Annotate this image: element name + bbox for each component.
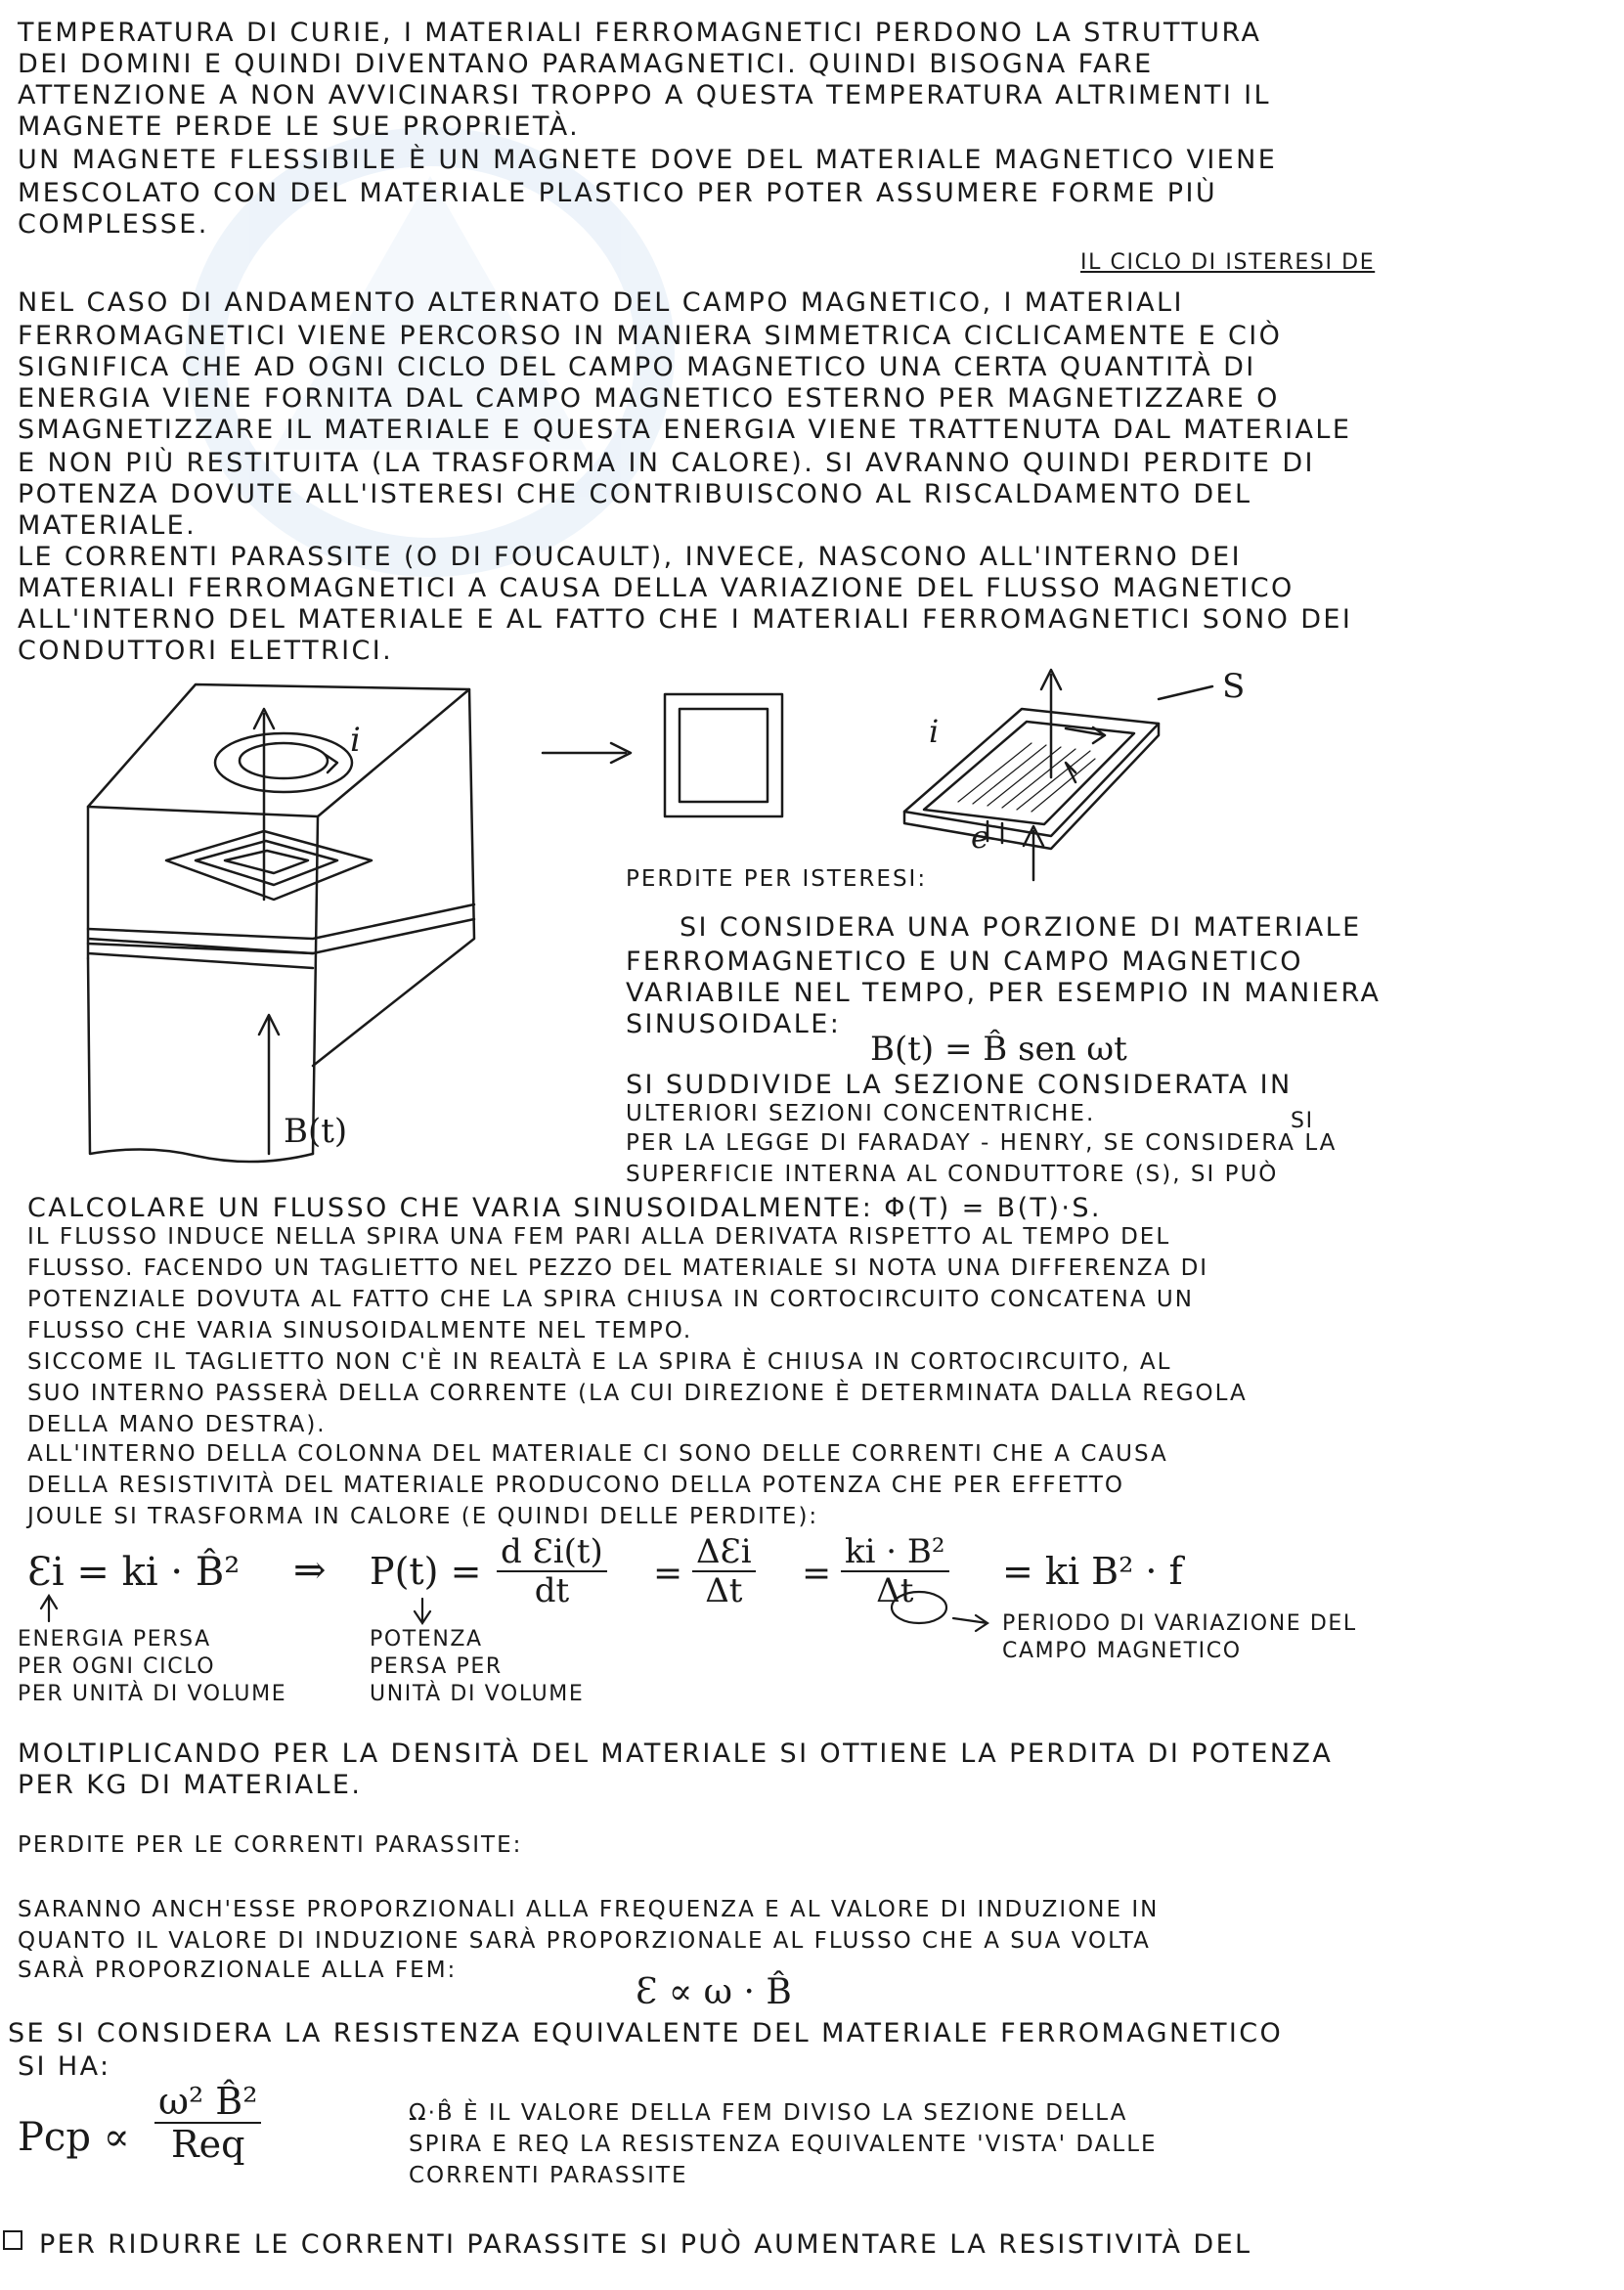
section-heading: PERDITE PER LE CORRENTI PARASSITE:: [18, 1832, 523, 1858]
fraction-den: Δt: [705, 1571, 743, 1610]
pcp-note: Ω·B̂ È IL VALORE DELLA FEM DIVISO LA SEZIONE DELLA: [409, 2100, 1128, 2126]
text-line: LE CORRENTI PARASSITE (O DI FOUCAULT), INVECE, NASCONO ALL'INTERNO DEI: [18, 542, 1242, 572]
equation-rhs: = ki B² · f: [1002, 1550, 1183, 1593]
fraction-num: d Ɛi(t): [497, 1535, 607, 1572]
text-line: E NON PIÙ RESTITUITA (LA TRASFORMA IN CALORE). SI AVRANNO QUINDI PERDITE DI: [18, 448, 1315, 478]
note-power: POTENZA: [370, 1627, 483, 1651]
fraction-num: ω² B̂²: [154, 2083, 261, 2124]
text-line: PER RIDURRE LE CORRENTI PARASSITE SI PUÒ AUMENTARE LA RESISTIVITÀ DEL: [39, 2229, 1252, 2260]
note-energy: ENERGIA PERSA: [18, 1627, 211, 1651]
equation-lhs: Ɛi = ki · B̂²: [27, 1550, 241, 1595]
text-line: SUO INTERNO PASSERÀ DELLA CORRENTE (LA CUI DIREZIONE È DETERMINATA DALLA REGOLA: [27, 1381, 1248, 1406]
text-line: SICCOME IL TAGLIETTO NON C'È IN REALTÀ E LA SPIRA È CHIUSA IN CORTOCIRCUITO, AL: [27, 1349, 1172, 1375]
formula-fem: Ɛ ∝ ω · B̂: [636, 1972, 792, 2012]
text-line: MESCOLATO CON DEL MATERIALE PLASTICO PER POTER ASSUMERE FORME PIÙ: [18, 178, 1217, 208]
text-line: ALL'INTERNO DELLA COLONNA DEL MATERIALE CI SONO DELLE CORRENTI CHE A CAUSA: [27, 1441, 1168, 1467]
text-line: FERROMAGNETICI VIENE PERCORSO IN MANIERA SIMMETRICA CICLICAMENTE E CIÒ: [18, 321, 1283, 351]
text-line: POTENZIALE DOVUTA AL FATTO CHE LA SPIRA CHIUSA IN CORTOCIRCUITO CONCATENA UN: [27, 1287, 1194, 1312]
current-label: i: [350, 721, 361, 760]
text-line: FLUSSO. FACENDO UN TAGLIETTO NEL PEZZO DEL MATERIALE SI NOTA UNA DIFFERENZA DI: [27, 1255, 1209, 1281]
fraction-num: ki · B²: [841, 1535, 949, 1572]
text-line: ATTENZIONE A NON AVVICINARSI TROPPO A QUESTA TEMPERATURA ALTRIMENTI IL: [18, 80, 1271, 110]
text-line: DEI DOMINI E QUINDI DIVENTANO PARAMAGNETICI. QUINDI BISOGNA FARE: [18, 49, 1154, 79]
margin-annotation: SI: [1291, 1109, 1314, 1133]
text-line: QUANTO IL VALORE DI INDUZIONE SARÀ PROPORZIONALE AL FLUSSO CHE A SUA VOLTA: [18, 1928, 1151, 1954]
text-line: SIGNIFICA CHE AD OGNI CICLO DEL CAMPO MAGNETICO UNA CERTA QUANTITÀ DI: [18, 352, 1256, 382]
note-energy: PER UNITÀ DI VOLUME: [18, 1682, 287, 1706]
note-power: UNITÀ DI VOLUME: [370, 1682, 585, 1706]
field-label: B(t): [284, 1112, 348, 1151]
pcp-note: SPIRA E REQ LA RESISTENZA EQUIVALENTE 'VISTA' DALLE: [409, 2132, 1158, 2157]
fraction-den: Req: [171, 2123, 245, 2166]
equation-arrow: ⇒: [293, 1548, 327, 1593]
text-line: FERROMAGNETICO E UN CAMPO MAGNETICO: [626, 947, 1303, 977]
equals-sign: =: [802, 1554, 832, 1594]
text-line: PER LA LEGGE DI FARADAY - HENRY, SE CONSIDERA LA: [626, 1130, 1338, 1156]
text-line: MATERIALI FERROMAGNETICI A CAUSA DELLA VARIAZIONE DEL FLUSSO MAGNETICO: [18, 573, 1295, 603]
note-energy: PER OGNI CICLO: [18, 1654, 216, 1679]
gap-label: e: [971, 818, 989, 856]
text-line: SARANNO ANCH'ESSE PROPORZIONALI ALLA FREQUENZA E AL VALORE DI INDUZIONE IN: [18, 1897, 1160, 1922]
text-line: TEMPERATURA DI CURIE, I MATERIALI FERROMAGNETICI PERDONO LA STRUTTURA: [18, 18, 1262, 48]
text-line: MAGNETE PERDE LE SUE PROPRIETÀ.: [18, 111, 581, 142]
text-line: IL FLUSSO INDUCE NELLA SPIRA UNA FEM PARI ALLA DERIVATA RISPETTO AL TEMPO DEL: [27, 1224, 1171, 1250]
text-line: ENERGIA VIENE FORNITA DAL CAMPO MAGNETICO ESTERNO PER MAGNETIZZARE O: [18, 383, 1280, 414]
text-line: NEL CASO DI ANDAMENTO ALTERNATO DEL CAMPO MAGNETICO, I MATERIALI: [18, 287, 1184, 318]
formula-b-t: B(t) = B̂ sen ωt: [870, 1030, 1127, 1069]
note-period: CAMPO MAGNETICO: [1002, 1639, 1242, 1663]
text-line: SMAGNETIZZARE IL MATERIALE E QUESTA ENERGIA VIENE TRATTENUTA DAL MATERIALE: [18, 415, 1352, 445]
text-line: SI SUDDIVIDE LA SEZIONE CONSIDERATA IN: [626, 1070, 1293, 1100]
loop-current-label: i: [929, 713, 940, 750]
text-line: SI CONSIDERA UNA PORZIONE DI MATERIALE: [680, 912, 1362, 943]
note-power: PERSA PER: [370, 1654, 503, 1679]
text-line: PER KG DI MATERIALE.: [18, 1770, 363, 1800]
pcp-fraction: [147, 2080, 269, 2166]
fraction-den: Δt: [876, 1571, 914, 1610]
text-line: SI HA:: [18, 2051, 111, 2082]
text-line: CONDUTTORI ELETTRICI.: [18, 636, 394, 666]
equals-sign: =: [653, 1554, 683, 1594]
checkbox-icon: [0, 2220, 39, 2259]
text-line: CALCOLARE UN FLUSSO CHE VARIA SINUSOIDALMENTE: Φ(T) = B(T)·S.: [27, 1193, 1102, 1223]
text-line: POTENZA DOVUTE ALL'ISTERESI CHE CONTRIBUISCONO AL RISCALDAMENTO DEL: [18, 479, 1252, 509]
text-line: ALL'INTERNO DEL MATERIALE E AL FATTO CHE I MATERIALI FERROMAGNETICI SONO DEI: [18, 604, 1353, 635]
margin-annotation: IL CICLO DI ISTERESI DE: [1080, 250, 1376, 275]
text-line: MOLTIPLICANDO PER LA DENSITÀ DEL MATERIALE SI OTTIENE LA PERDITA DI POTENZA: [18, 1739, 1334, 1769]
pcp-note: CORRENTI PARASSITE: [409, 2163, 688, 2188]
text-line: COMPLESSE.: [18, 209, 209, 240]
fraction-den: dt: [534, 1571, 570, 1610]
text-line: SE SI CONSIDERA LA RESISTENZA EQUIVALENTE DEL MATERIALE FERROMAGNETICO: [8, 2018, 1284, 2048]
text-line: FLUSSO CHE VARIA SINUSOIDALMENTE NEL TEMPO.: [27, 1318, 693, 1343]
text-line: MATERIALE.: [18, 510, 198, 541]
section-heading: PERDITE PER ISTERESI:: [626, 866, 928, 892]
text-line: VARIABILE NEL TEMPO, PER ESEMPIO IN MANIERA: [626, 978, 1382, 1008]
text-line: ULTERIORI SEZIONI CONCENTRICHE.: [626, 1101, 1096, 1126]
text-line: SUPERFICIE INTERNA AL CONDUTTORE (S), SI PUÒ: [626, 1162, 1279, 1187]
equation-p: P(t) =: [370, 1550, 482, 1593]
note-period: PERIODO DI VARIAZIONE DEL: [1002, 1611, 1357, 1636]
text-line: UN MAGNETE FLESSIBILE È UN MAGNETE DOVE DEL MATERIALE MAGNETICO VIENE: [18, 145, 1278, 175]
pcp-lhs: Pcp ∝: [18, 2115, 130, 2160]
fraction-num: ΔƐi: [692, 1535, 756, 1572]
text-line: DELLA MANO DESTRA).: [27, 1412, 327, 1437]
text-line: SARÀ PROPORZIONALE ALLA FEM:: [18, 1958, 458, 1983]
text-line: SINUSOIDALE:: [626, 1009, 842, 1039]
text-line: JOULE SI TRASFORMA IN CALORE (E QUINDI DELLE PERDITE):: [27, 1504, 819, 1529]
surface-label: S: [1222, 667, 1246, 706]
text-line: DELLA RESISTIVITÀ DEL MATERIALE PRODUCONO DELLA POTENZA CHE PER EFFETTO: [27, 1473, 1124, 1498]
